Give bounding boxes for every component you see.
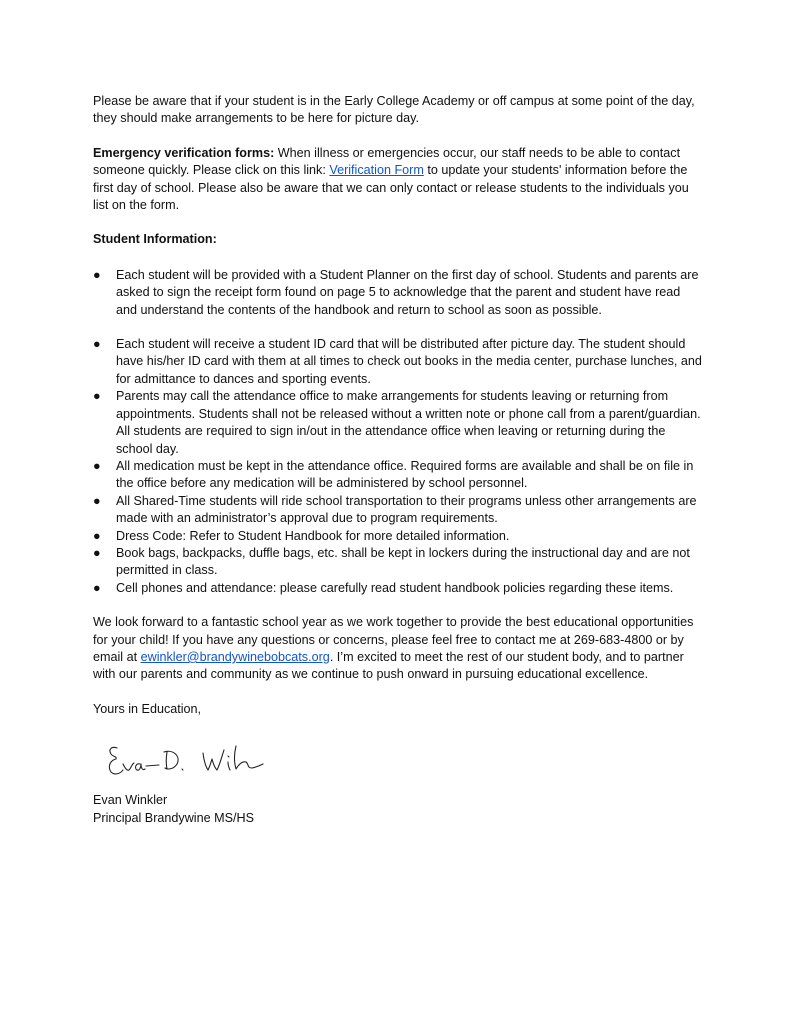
list-item [93, 545, 703, 580]
list-item [93, 493, 703, 528]
bullet-icon: ● [93, 580, 101, 595]
bullet-icon: ● [93, 337, 101, 352]
list-item-text: Each student will receive a student ID card that will be distributed after picture day. The student should have his/her ID card with them at all times to check out books in the media center, purchase lunches, and for admittance to dances and sporting events. [116, 337, 702, 386]
intro-paragraph: Please be aware that if your student is in the Early College Academy or off campus at some point of the day, they should make arrangements to be here for picture day. [93, 94, 695, 126]
email-link[interactable]: ewinkler@brandywinebobcats.org [140, 649, 330, 664]
closing-paragraph [93, 614, 703, 684]
closing-text-after-email: . I’m excited to meet the rest of our student body, and to partner with our parents and community as we continue to push onward in pursuing educational excellence. [93, 649, 684, 682]
closing-text-before-email: We look forward to a fantastic school year as we work together to provide the best educational opportunities for your child! If you have any questions or concerns, please feel free to contact me at 269-683-4800 or by email at [93, 615, 694, 664]
list-item [93, 528, 703, 545]
verification-form-link[interactable]: Verification Form [329, 163, 424, 178]
bullet-icon: ● [93, 458, 101, 473]
bullet-icon: ● [93, 493, 101, 508]
letter-page [93, 93, 703, 827]
list-item [93, 388, 703, 458]
student-information-list [93, 267, 703, 597]
list-item-text: Cell phones and attendance: please carefully read student handbook policies regarding these items. [116, 580, 674, 595]
list-item-text: Each student will be provided with a Student Planner on the first day of school. Students and parents are asked to sign the receipt form found on page 5 to acknowledge that the parent and student have read and understand the contents of the handbook and return to school as soon as possible. [116, 267, 699, 317]
signer-name: Evan Winkler [93, 793, 168, 808]
bullet-icon: ● [93, 528, 101, 543]
list-item-text: Book bags, backpacks, duffle bags, etc. shall be kept in lockers during the instructional day and are not permitted in class. [116, 545, 690, 578]
list-item [93, 580, 703, 597]
emergency-text-after-link: to update your students' information before the first day of school. Please also be aware that we can only contact or release students to the individuals you list on the form. [93, 163, 689, 213]
emergency-paragraph [93, 145, 703, 215]
bullet-icon: ● [93, 545, 101, 560]
list-item-text: All medication must be kept in the attendance office. Required forms are available and shall be on file in the office before any medication will be administered by school personnel. [116, 458, 694, 491]
signoff-text: Yours in Education, [93, 701, 202, 716]
student-information-heading: Student Information: [93, 232, 217, 247]
list-item [93, 458, 703, 493]
list-item [93, 336, 703, 388]
list-item-text: All Shared-Time students will ride school transportation to their programs unless other arrangements are made with an administrator’s approval due to program requirements. [116, 493, 697, 526]
emergency-text-before-link: When illness or emergencies occur, our staff needs to be able to contact someone quickly. Please click on this link: [93, 145, 681, 178]
bullet-icon: ● [93, 389, 101, 404]
emergency-label: Emergency verification forms: [93, 145, 275, 160]
list-item-text: Parents may call the attendance office to make arrangements for students leaving or returning from appointments. Students shall not be released without a written note or phone call from a parent/guardian. All students are required to sign in/out in the attendance office when leaving or returning during the school day. [116, 389, 701, 456]
signature-image [103, 740, 273, 784]
list-item [93, 267, 703, 319]
signer-title: Principal Brandywine MS/HS [93, 810, 254, 825]
list-item-text: Dress Code: Refer to Student Handbook for more detailed information. [116, 528, 510, 543]
bullet-icon: ● [93, 267, 101, 282]
